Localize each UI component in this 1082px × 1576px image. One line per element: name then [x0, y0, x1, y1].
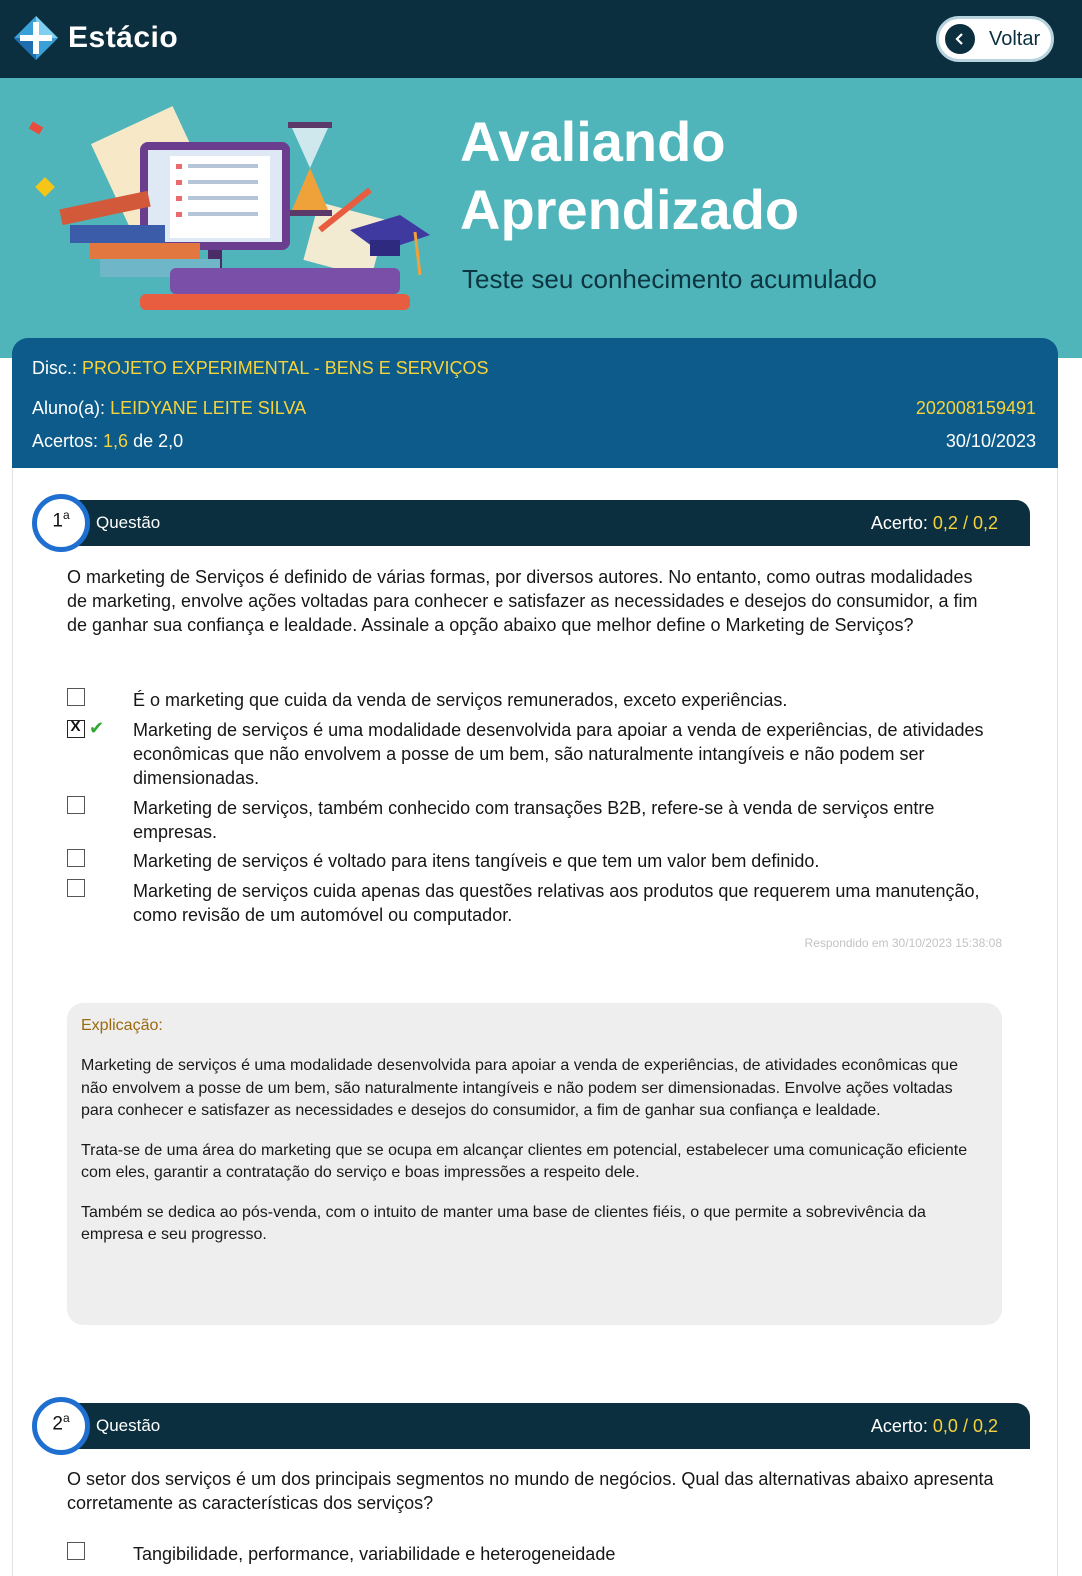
question-1-text: O marketing de Serviços é definido de várias formas, por diversos autores. No entanto, como outras modalidades de marketing, envolve ações voltadas para conhecer e satisfazer as necessidades e desejos do consumidor, a fim de ganhar sua confiança e lealdade. Assinale a opção abaixo que melhor define o Marketing de Serviços? [67, 567, 978, 635]
hits-value: 1,6 [103, 431, 129, 451]
page-title-line-2: Aprendizado [460, 178, 800, 241]
question-2-header [50, 1403, 1030, 1449]
explanation-paragraph: Também se dedica ao pós-venda, com o intuito de manter uma base de clientes fiéis, o que permite a sobrevivência da empresa e seu progresso. [81, 1203, 926, 1243]
discipline-label: Disc.: [32, 358, 77, 378]
check-mark-icon: ✔ [89, 718, 105, 738]
top-bar [0, 0, 1082, 78]
question-number: 2 [52, 1413, 63, 1435]
hits-row [32, 431, 1036, 452]
score-max: / 0,2 [962, 1416, 998, 1436]
score-label: Acerto: [870, 513, 928, 533]
page-subtitle: Teste seu conhecimento acumulado [462, 264, 877, 294]
checkbox-icon[interactable] [67, 849, 85, 867]
hits-total: de 2,0 [133, 431, 184, 451]
score-value: 0,2 [932, 513, 958, 533]
brand-name: Estácio [68, 21, 179, 54]
question-1-badge [28, 490, 94, 556]
option-label: Marketing de serviços é uma modalidade desenvolvida para apoiar a venda de experiências, de atividades econômicas que não envolvem a posse de um bem, são naturalmente intangíveis e não podem ser dimensionadas. [133, 720, 984, 788]
answered-timestamp: Respondido em 30/10/2023 15:38:08 [804, 936, 1002, 950]
question-2-text: O setor dos serviços é um dos principais segmentos no mundo de negócios. Qual das alternativas abaixo apresenta corretamente as características dos serviços? [67, 1469, 994, 1513]
student-name: LEIDYANE LEITE SILVA [110, 398, 307, 418]
discipline-row [32, 358, 1036, 379]
question-label: Questão [96, 513, 161, 532]
option-label: Tangibilidade, performance, variabilidade e heterogeneidade [133, 1544, 616, 1564]
explanation-paragraph: Marketing de serviços é uma modalidade desenvolvida para apoiar a venda de experiências, de atividades econômicas que não envolvem a posse de um bem, são naturalmente intangíveis e não podem ser dimensionadas. Envolve ações voltadas para conhecer e satisfazer as necessidades e desejos do consumidor, a fim de ganhar sua confiança e lealdade. [81, 1057, 958, 1119]
option-label: Marketing de serviços cuida apenas das questões relativas aos produtos que requerem uma manutenção, como revisão de um automóvel ou computador. [133, 881, 980, 925]
chevron-left-icon [945, 24, 975, 54]
content-border-right [1057, 468, 1058, 1576]
question-2-score [871, 1416, 998, 1437]
question-ordinal: a [62, 508, 70, 522]
question-label: Questão [96, 1416, 161, 1435]
question-1-score [871, 513, 998, 534]
content-border-left [12, 468, 13, 1576]
question-1-header [50, 500, 1030, 546]
exam-date: 30/10/2023 [945, 431, 1036, 451]
back-button[interactable] [936, 16, 1054, 62]
score-label: Acerto: [870, 1416, 928, 1436]
exam-info-card [12, 338, 1058, 468]
selected-mark: X [70, 718, 81, 735]
score-max: / 0,2 [962, 513, 998, 533]
student-id: 202008159491 [915, 398, 1036, 418]
score-value: 0,0 [932, 1416, 958, 1436]
option-label: É o marketing que cuida da venda de serviços remunerados, exceto experiências. [133, 690, 788, 710]
back-button-label: Voltar [989, 27, 1041, 50]
question-number: 1 [52, 510, 63, 532]
question-2-badge [28, 1393, 94, 1459]
option-label: Marketing de serviços é voltado para itens tangíveis e que tem um valor bem definido. [133, 851, 820, 871]
page-title [460, 108, 799, 244]
estacio-logo[interactable] [12, 14, 178, 62]
discipline-value: PROJETO EXPERIMENTAL - BENS E SERVIÇOS [82, 358, 489, 378]
student-row [32, 398, 1036, 419]
checkbox-icon[interactable] [67, 688, 85, 706]
page-title-line-1: Avaliando [460, 110, 726, 173]
hero-banner [0, 78, 1082, 358]
explanation-panel [67, 1003, 1002, 1325]
hits-label: Acertos: [32, 431, 99, 451]
question-ordinal: a [62, 1411, 70, 1425]
checkbox-icon[interactable] [67, 1542, 85, 1560]
estacio-logo-icon [12, 14, 60, 62]
explanation-paragraph: Trata-se de uma área do marketing que se ocupa em alcançar clientes em potencial, estabelecer uma comunicação eficiente com eles, garantir a contratação do serviço e boas impressões a respeito dele. [81, 1141, 968, 1181]
checkbox-icon[interactable] [67, 720, 85, 738]
checkbox-icon[interactable] [67, 796, 85, 814]
student-label: Aluno(a): [32, 398, 106, 418]
option-label: Marketing de serviços, também conhecido com transações B2B, refere-se à venda de serviços entre empresas. [133, 798, 935, 842]
explanation-title: Explicação: [81, 1017, 163, 1034]
checkbox-icon[interactable] [67, 879, 85, 897]
hero-illustration [20, 100, 440, 350]
